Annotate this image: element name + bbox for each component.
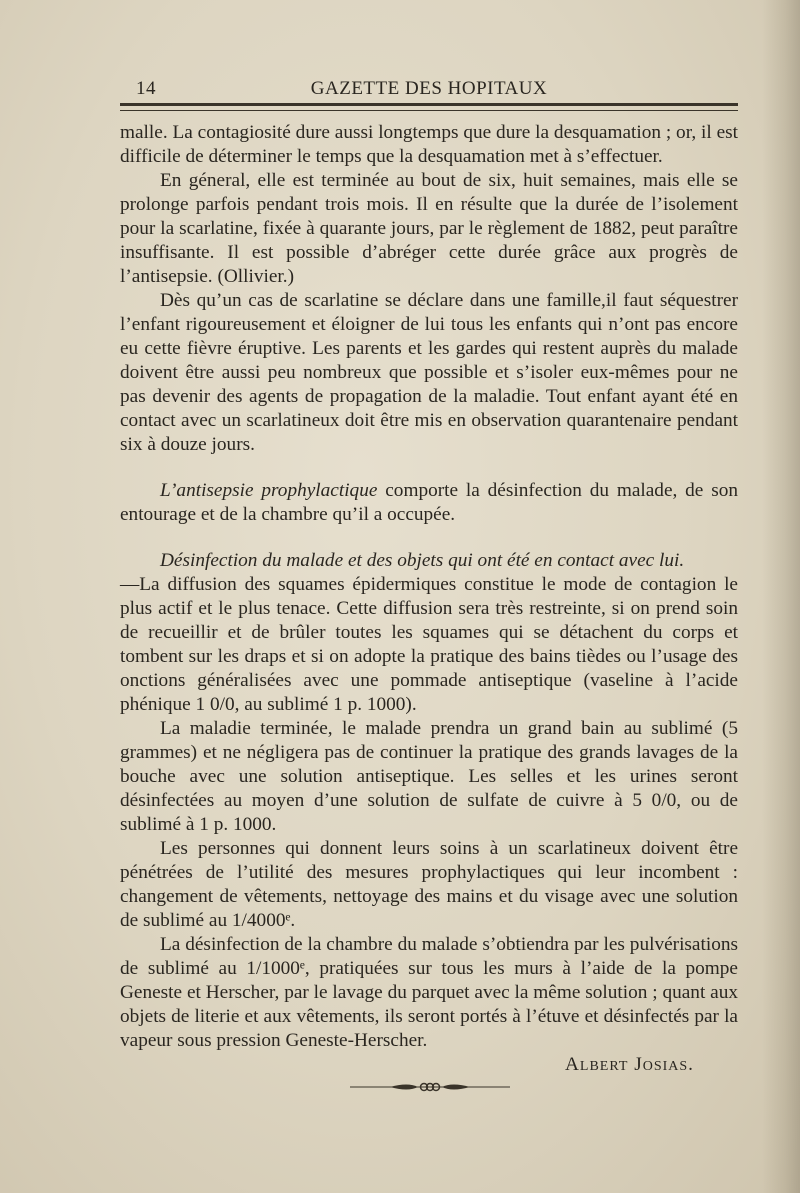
paragraph: La désinfection de la chambre du malade s’obtiendra par les pulvérisations de sublimé au 1/1000ᵉ, pratiquées sur tous les murs à l’aide de la pompe Geneste et Herscher, par le lavage du parquet avec la même solution ; quant aux objets de literie et aux vêtements, ils seront portés à l’étuve et désinfectés par la vapeur sous pression Geneste-Herscher. — [120, 934, 738, 1051]
italic-lead: L’antisepsie prophylactique — [160, 480, 378, 501]
section-heading-paragraph — [120, 549, 738, 573]
article-body — [120, 121, 738, 1077]
paragraph: En géneral, elle est terminée au bout de six, huit semaines, mais elle se prolonge parfois pendant trois mois. Il en résulte que la durée de l’isolement pour la scarlatine, fixée à quarante jours, par le règlement de 1882, peut paraître insuffisante. Il est possible d’abréger cette durée grâce aux progrès de l’antisepsie. (Ollivier.) — [120, 170, 738, 287]
paragraph: Les personnes qui donnent leurs soins à un scarlatineux doivent être pénétrées de l’utilité des mesures prophylactiques qui leur incombent : changement de vêtements, nettoyage des mains et du visage avec une solution de sublimé au 1/4000ᵉ. — [120, 838, 738, 931]
page-number: 14 — [136, 78, 156, 99]
journal-title: GAZETTE DES HOPITAUX — [310, 78, 548, 99]
header-rule-thick — [120, 103, 738, 106]
header-rule-thin — [120, 110, 738, 111]
section-heading: Désinfection du malade et des objets qui ont été en contact avec lui. — [160, 550, 685, 571]
page-edge-shadow — [762, 0, 800, 1193]
paragraph: —La diffusion des squames épidermiques constitue le mode de contagion le plus actif et le plus tenace. Cette diffusion sera très restreinte, si on prend soin de recueillir et de brûler toutes les squames qui se détachent du corps et tombent sur les draps et si on adopte la pratique des bains tièdes ou l’usage des onctions généralisées avec une pommade antiseptique (vaseline à l’acide phénique 1 0/0, au sublimé 1 p. 1000). — [120, 574, 738, 715]
paragraph: malle. La contagiosité dure aussi longtemps que dure la desquamation ; or, il est difficile de déterminer le temps que la desquamation met à s’effectuer. — [120, 122, 738, 167]
end-ornament — [350, 1078, 510, 1096]
author-signature: Albert Josias. — [564, 1054, 694, 1075]
paragraph-text: comporte la désinfection du malade, de son entourage et de la chambre qu’il a occupée. — [120, 480, 738, 525]
paragraph: Dès qu’un cas de scarlatine se déclare dans une famille,il faut séquestrer l’enfant rigoureusement et éloigner de lui tous les enfants qui n’ont pas encore eu cette fièvre éruptive. Les parents et les gardes qui restent auprès du malade doivent être aussi peu nombreux que possible et s’isoler eux-mêmes pour ne pas devenir des agents de propagation de la maladie. Tout enfant ayant été en contact avec un scarlatineux doit être mis en observation quarantenaire pendant six à douze jours. — [120, 290, 738, 455]
paragraph: La maladie terminée, le malade prendra un grand bain au sublimé (5 grammes) et ne négligera pas de continuer la pratique des grands lavages de la bouche avec une solution antiseptique. Les selles et les urines seront désinfectées au moyen d’une solution de sulfate de cuivre à 5 0/0, ou de sublimé à 1 p. 1000. — [120, 718, 738, 835]
paragraph-antisepsie — [120, 479, 738, 527]
running-header — [120, 78, 738, 104]
